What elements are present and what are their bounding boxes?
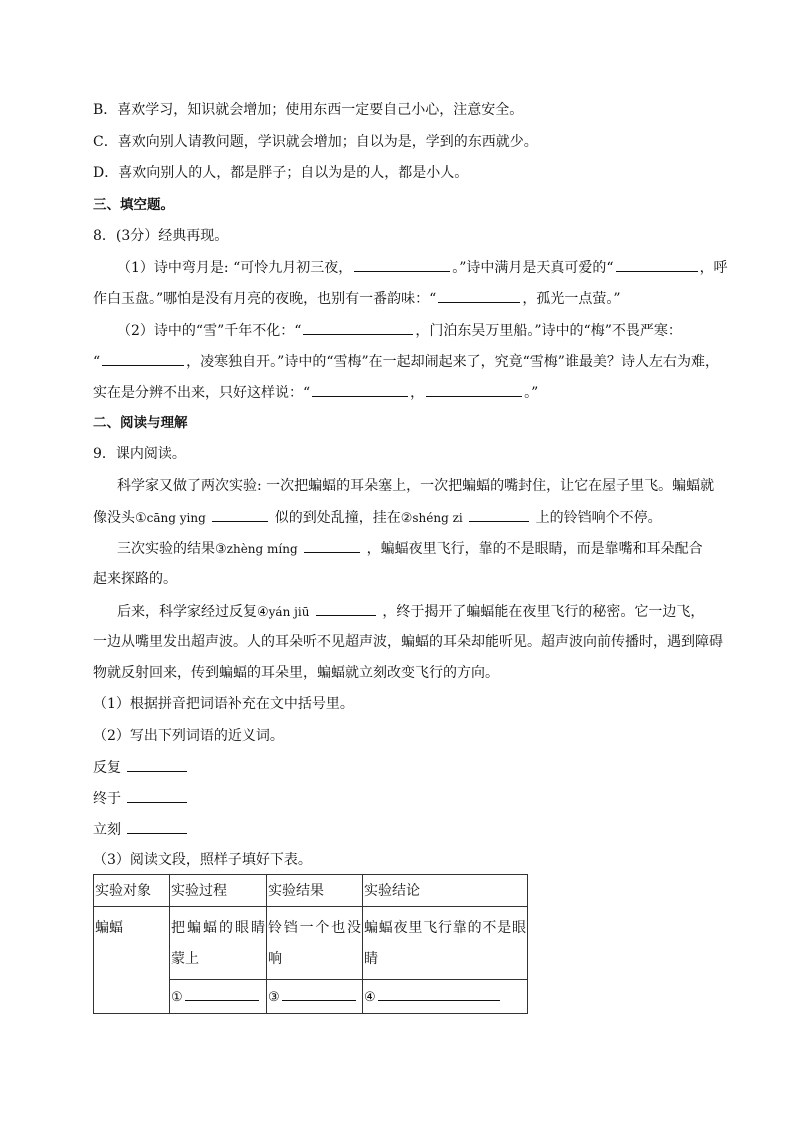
table-cell: 把蝙蝠的眼睛蒙上: [170, 907, 267, 980]
number-marker: ③: [215, 542, 227, 557]
answer-blank[interactable]: [316, 601, 376, 616]
text-span: ，终于揭开了蝙蝠能在夜里飞行的秘密。它一边飞，: [382, 604, 705, 620]
subquestion-3: （3）阅读文段，照样子填好下表。: [93, 852, 312, 868]
text-span: 像没头: [93, 510, 135, 526]
passage-line-2: [93, 507, 662, 529]
number-marker: ③: [268, 990, 280, 1005]
answer-blank[interactable]: [438, 288, 520, 303]
passage-line-3: [117, 538, 703, 560]
text-span: 。”诗中满月是天真可爱的“: [452, 260, 614, 276]
passage-line-7: 物就反射回来，传到蝙蝠的耳朵里，蝙蝠就立刻改变飞行的方向。: [93, 665, 499, 681]
table-header-cell: 实验过程: [170, 875, 267, 907]
answer-blank[interactable]: [185, 986, 259, 1001]
experiment-table: [93, 874, 528, 1014]
answer-blank[interactable]: [303, 320, 413, 335]
word-label: 终于: [93, 791, 121, 807]
text-span: 作白玉盘。”哪怕是没有月亮的夜晚，也别有一番韵味：“: [93, 291, 437, 307]
q8-line-2: [93, 288, 621, 309]
table-cell: 蝙蝠: [94, 907, 170, 1014]
table-header-cell: 实验结果: [267, 875, 363, 907]
text-span: 后来，科学家经过反复: [117, 604, 257, 620]
text-span: 似的到处乱撞，挂在: [274, 510, 401, 526]
table-cell: 铃铛一个也没响: [267, 907, 363, 980]
table-cell: [363, 980, 528, 1014]
answer-blank[interactable]: [469, 507, 529, 522]
table-row: [94, 907, 528, 980]
passage-line-6: 一边从嘴里发出超声波。人的耳朵听不见超声波，蝙蝠的耳朵却能听见。超声波向前传播时，遇到障碍: [93, 634, 723, 650]
text-span: 。”: [524, 385, 539, 401]
answer-blank[interactable]: [102, 351, 184, 366]
synonym-row-1: [93, 757, 189, 778]
synonym-row-2: [93, 788, 189, 809]
passage-line-5: [117, 601, 704, 623]
text-span: 上的铃铛响个不停。: [535, 510, 662, 526]
section-2-heading: 二、阅读与理解: [93, 415, 188, 431]
text-span: ，孤光一点萤。”: [522, 291, 621, 307]
word-label: 反复: [93, 760, 121, 776]
q8-title: 8．(3分）经典再现。: [93, 228, 229, 244]
answer-blank[interactable]: [378, 986, 500, 1001]
subquestion-1: （1）根据拼音把词语补充在文中括号里。: [93, 696, 354, 712]
answer-blank[interactable]: [616, 257, 698, 272]
q8-line-1: [117, 257, 728, 278]
answer-blank[interactable]: [212, 507, 268, 522]
option-d: D．喜欢向别人的人，都是胖子；自以为是的人，都是小人。: [93, 165, 469, 181]
q8-line-5: [93, 382, 538, 403]
pinyin: shéng zi: [412, 511, 463, 525]
text-span: 实在是分辨不出来，只好这样说：“: [93, 385, 311, 401]
table-cell: [170, 980, 267, 1014]
pinyin: yán jiū: [268, 605, 310, 619]
option-b: B．喜欢学习，知识就会增加；使用东西一定要自己小心，注意安全。: [93, 102, 524, 118]
text-span: ，门泊东吴万里船。”诗中的“梅”不畏严寒：: [415, 323, 682, 339]
text-span: （2）诗中的“雪”千年不化：“: [117, 323, 302, 339]
number-marker: ④: [257, 605, 269, 620]
text-span: （1）诗中弯月是: “可怜九月初三夜，: [117, 260, 353, 276]
passage-line-1: 科学家又做了两次实验: 一次把蝙蝠的耳朵塞上，一次把蝙蝠的嘴封住，让它在屋子里飞。蝙蝠就: [117, 478, 715, 494]
table-header-row: [94, 875, 528, 907]
number-marker: ④: [364, 990, 376, 1005]
text-span: ，凌寒独自开。”诗中的“雪梅”在一起却闹起来了，究竟“雪梅”谁最美？诗人左右为难，: [186, 354, 719, 370]
text-span: ，: [410, 385, 425, 401]
q9-title: 9．课内阅读。: [93, 446, 186, 462]
answer-blank[interactable]: [127, 788, 187, 803]
answer-blank[interactable]: [426, 382, 522, 397]
pinyin: cāng ying: [146, 511, 206, 525]
answer-blank[interactable]: [127, 819, 187, 834]
answer-blank[interactable]: [354, 257, 450, 272]
q8-line-4: [93, 351, 719, 372]
pinyin: zhèng míng: [226, 542, 298, 556]
table-cell: [267, 980, 363, 1014]
answer-blank[interactable]: [304, 538, 360, 553]
table-header-cell: 实验结论: [363, 875, 528, 907]
word-label: 立刻: [93, 822, 121, 838]
option-c: C．喜欢向别人请教问题，学识就会增加；自以为是，学到的东西就少。: [93, 134, 538, 150]
text-span: 三次实验的结果: [117, 541, 215, 557]
number-marker: ①: [135, 511, 147, 526]
answer-blank[interactable]: [127, 757, 187, 772]
table-cell: 蝙蝠夜里飞行靠的不是眼睛: [363, 907, 528, 980]
text-span: “: [93, 354, 101, 370]
synonym-row-3: [93, 819, 189, 840]
table-header-cell: 实验对象: [94, 875, 170, 907]
number-marker: ①: [171, 990, 183, 1005]
text-span: ，蝙蝠夜里飞行，靠的不是眼睛，而是靠嘴和耳朵配合: [366, 541, 703, 557]
passage-line-4: 起来探路的。: [93, 571, 177, 587]
number-marker: ②: [400, 511, 413, 526]
q8-line-3: [117, 320, 682, 341]
answer-blank[interactable]: [282, 986, 356, 1001]
section-3-heading: 三、填空题。: [93, 197, 174, 213]
subquestion-2: （2）写出下列词语的近义词。: [93, 728, 284, 744]
text-span: ，呼: [699, 260, 728, 276]
answer-blank[interactable]: [312, 382, 408, 397]
